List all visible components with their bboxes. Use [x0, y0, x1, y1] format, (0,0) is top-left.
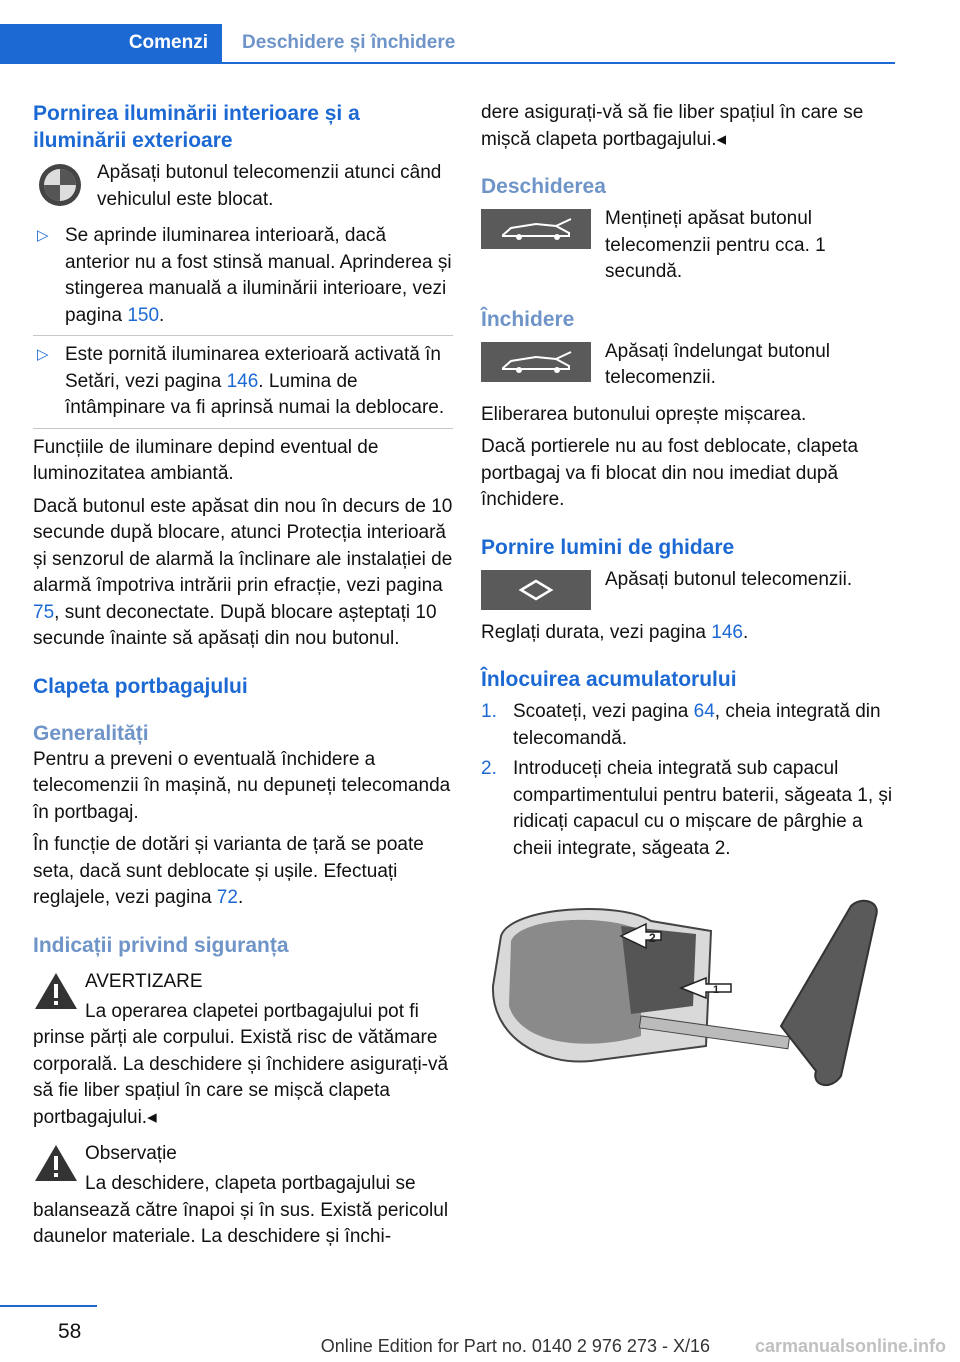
heading-siguranta: Indicații privind siguranța	[33, 933, 289, 957]
heading-generalitati: Generalități	[33, 721, 149, 745]
page-link-146[interactable]: 146	[711, 621, 743, 643]
paragraph-eliberare: Eliberarea butonului oprește mișcarea.	[481, 403, 807, 425]
paragraph-functie: În funcție de dotări și varianta de țară se poate seta, dacă sunt deblocate și ușile. Efectuați reglajele, vezi pagina 72.	[33, 834, 424, 908]
paragraph-portiere: Dacă portierele nu au fost deblocate, clapeta portbagaj va fi blocat din nou imediat după închidere.	[481, 436, 859, 510]
page-link-64[interactable]: 64	[693, 701, 715, 722]
bullet-text: Se aprinde iluminarea interioară, dacă anterior nu a fost stinsă manual. Aprinderea și stingerea manuală a iluminării interioare, vezi pagina	[65, 225, 452, 326]
deschiderea-row	[481, 206, 899, 286]
continuation-text: dere asigurați-vă să fie liber spațiul în care se mișcă clapeta portbagajului.◂	[481, 102, 864, 150]
list-item	[33, 342, 453, 429]
list-item	[481, 756, 899, 862]
step-number: 2.	[481, 758, 497, 779]
bullet-text: Este pornită iluminarea exterioară activată în Setări, vezi pagina	[65, 344, 441, 392]
tab-comenzi[interactable]: Comenzi	[0, 24, 222, 62]
paragraph-text: În funcție de dotări și varianta de țară se poate seta, dacă sunt deblocate și ușile. Efectuați reglajele, vezi pagina	[33, 834, 424, 908]
heading-deschiderea: Deschiderea	[481, 175, 606, 198]
paragraph-text: Dacă butonul este apăsat din nou în decurs de 10 secunde după blocare, atunci Protecția interioară și senzorul de alarmă la înclinare ale instalației de alarmă împotriva intrării prin efracție, vezi pagina	[33, 495, 453, 596]
inchidere-row	[481, 339, 899, 392]
heading-inchidere: Închidere	[481, 307, 575, 331]
warning-triangle-icon	[33, 971, 79, 1011]
triangle-bullet-icon: ▷	[37, 227, 49, 244]
footer-rule	[0, 1305, 97, 1307]
step-number: 1.	[481, 701, 497, 722]
header-tabs	[0, 24, 895, 64]
right-column	[481, 100, 899, 1105]
page-number: 58	[58, 1320, 82, 1343]
warning-title: AVERTIZARE	[85, 970, 203, 992]
step-text-post: , cheia integrată din telecomandă.	[513, 701, 881, 749]
paragraph-general: Pentru a preveni o eventuală închidere a telecomenzii în mașină, nu depuneți telecomanda în portbagaj.	[33, 748, 451, 823]
triangle-bullet-icon: ▷	[37, 346, 49, 363]
lighting-list	[33, 223, 453, 429]
inchidere-text: Apăsați îndelungat butonul telecomenzii.	[605, 340, 831, 388]
note-text: La deschidere, clapeta portbagajului se balansează către înapoi și în sus. Există pericolul daunelor materiale. La deschidere și închi-	[33, 1173, 449, 1247]
step-text: Introduceți cheia integrată sub capacul compartimentului pentru baterii, săgeata 1, și ridicați capacul cu o mișcare de pârghie a cheii integrate, săgeata 2.	[513, 758, 893, 859]
arrow-2-label: 2	[649, 931, 656, 945]
key-battery-illustration	[481, 896, 899, 1096]
paragraph-functii: Funcțiile de iluminare depind eventual de luminozitatea ambiantă.	[33, 436, 379, 484]
heading-ghidare: Pornire lumini de ghidare	[481, 535, 735, 559]
left-column	[33, 100, 453, 1251]
lighting-row	[33, 160, 453, 213]
page-link-150[interactable]: 150	[127, 304, 160, 326]
page-link-146[interactable]: 146	[226, 370, 259, 392]
paragraph-text-post: , sunt deconectate. După blocare așteptați 10 secunde înainte să apăsați din nou butonul.	[33, 601, 437, 649]
trunk-button-icon	[481, 209, 591, 249]
warning-text: La operarea clapetei portbagajului pot fi prinse părți ale corpului. Există risc de vătămare corporală. La deschidere și închidere asigurați-vă să fie liber spațiul în care se mișcă clapeta portbagajului.◂	[33, 1000, 449, 1128]
ghidare-text: Apăsați butonul telecomenzii.	[605, 568, 853, 590]
paragraph-reglati: Reglați durata, vezi pagina 146.	[481, 621, 749, 643]
tab-deschidere[interactable]: Deschidere și închidere	[242, 32, 456, 53]
heading-lighting: Pornirea iluminării interioare și a iluminării exterioare	[33, 102, 360, 152]
page-link-75[interactable]: 75	[33, 601, 55, 623]
site-watermark: carmanualsonline.info	[754, 1336, 946, 1356]
list-item: ▷ Se aprinde iluminarea interioară, dacă anterior nu a fost stinsă manual. Aprinderea și stingerea manuală a iluminării interioare, vezi pagina 150.	[33, 223, 453, 336]
arrow-1-label: 1	[713, 984, 720, 996]
guide-light-button-icon	[481, 570, 591, 610]
page-link-72[interactable]: 72	[216, 887, 238, 908]
ghidare-row	[481, 567, 899, 610]
paragraph-daca	[33, 494, 453, 653]
steps-list	[481, 699, 899, 862]
bullet-text-post: . Lumina de întâmpinare va fi aprinsă numai la deblocare.	[65, 370, 445, 418]
list-item	[481, 699, 899, 752]
lighting-text: Apăsați butonul telecomenzii atunci când vehiculul este blocat.	[97, 162, 442, 210]
warning-triangle-icon	[33, 1143, 79, 1183]
bmw-key-icon	[37, 162, 83, 208]
heading-acumulator: Înlocuirea acumulatorului	[481, 668, 737, 691]
step-text: Scoateți, vezi pagina	[513, 701, 694, 722]
heading-clapeta: Clapeta portbagajului	[33, 674, 248, 698]
edition-text: Online Edition for Part no. 0140 2 976 273 - X/16	[320, 1336, 710, 1356]
paragraph-text: Reglați durata, vezi pagina	[481, 621, 712, 643]
note-title: Observație	[85, 1143, 177, 1164]
deschiderea-text: Mențineți apăsat butonul telecomenzii pentru cca. 1 secundă.	[605, 208, 826, 282]
trunk-button-icon	[481, 342, 591, 382]
